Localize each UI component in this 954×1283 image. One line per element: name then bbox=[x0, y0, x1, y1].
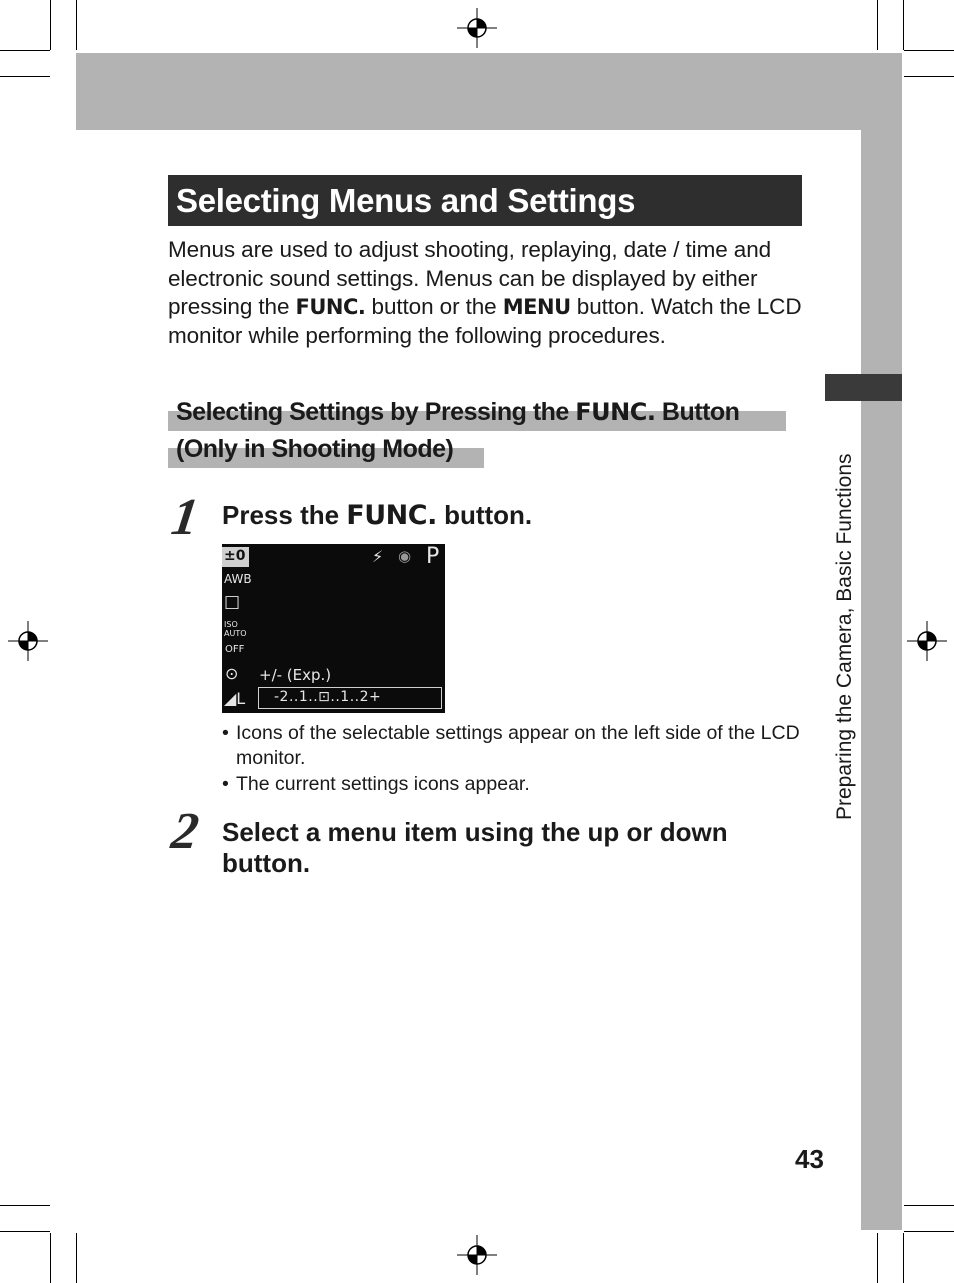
crop-mark bbox=[877, 0, 878, 50]
effect-icon: OFF bbox=[225, 644, 245, 655]
menu-key-label: MENU bbox=[502, 295, 571, 319]
iso-icon: ISO AUTO bbox=[224, 620, 247, 638]
crop-mark bbox=[0, 1205, 50, 1206]
crop-mark bbox=[76, 1233, 77, 1283]
crop-mark bbox=[904, 1205, 954, 1206]
crop-mark bbox=[76, 0, 77, 50]
crop-mark bbox=[903, 0, 904, 50]
registration-mark-icon bbox=[8, 621, 48, 661]
crop-mark bbox=[904, 76, 954, 77]
func-key-label: FUNC. bbox=[346, 500, 437, 531]
image-size-icon: ◢L bbox=[224, 689, 246, 708]
lcd-monitor-image bbox=[222, 544, 445, 713]
crop-mark bbox=[904, 1231, 954, 1232]
step-number: 2 bbox=[168, 803, 203, 860]
subheading-line-1: Selecting Settings by Pressing the FUNC. Button bbox=[176, 398, 740, 426]
step-instruction: Select a menu item using the up or down button. bbox=[222, 817, 728, 878]
lcd-setting-label: +/- (Exp.) bbox=[259, 666, 332, 684]
metering-icon: ⊙ bbox=[225, 664, 239, 683]
crop-mark bbox=[904, 50, 954, 51]
crop-mark bbox=[50, 1233, 51, 1283]
lcd-exposure-scale: -2..1..⊡..1..2+ bbox=[274, 689, 382, 705]
list-item: • The current settings icons appear. bbox=[222, 772, 802, 797]
subheading-line-2: (Only in Shooting Mode) bbox=[176, 435, 454, 463]
crop-mark bbox=[0, 50, 50, 51]
flash-icon: ⚡ bbox=[372, 547, 384, 566]
page-number: 43 bbox=[795, 1144, 824, 1174]
side-band bbox=[861, 130, 902, 1230]
registration-mark-icon bbox=[457, 1235, 497, 1275]
step-1-notes bbox=[222, 721, 802, 797]
drive-mode-icon: □ bbox=[224, 592, 241, 612]
crop-mark bbox=[877, 1233, 878, 1283]
step-number: 1 bbox=[168, 489, 203, 546]
list-item: • Icons of the selectable settings appear on the left side of the LCD monitor. bbox=[222, 721, 802, 771]
program-mode-icon: P bbox=[426, 544, 440, 569]
header-band bbox=[76, 53, 902, 130]
registration-mark-icon bbox=[457, 8, 497, 48]
func-key-label: FUNC. bbox=[575, 398, 656, 426]
white-balance-icon: AWB bbox=[224, 572, 252, 586]
registration-mark-icon bbox=[907, 621, 947, 661]
section-side-label: Preparing the Camera, Basic Functions bbox=[833, 453, 856, 820]
page-title: Selecting Menus and Settings bbox=[168, 175, 802, 226]
crop-mark bbox=[50, 0, 51, 50]
crop-mark bbox=[903, 1233, 904, 1283]
step-instruction: Press the FUNC. button. bbox=[222, 500, 533, 531]
crop-mark bbox=[0, 1231, 50, 1232]
red-eye-icon: ◉ bbox=[398, 547, 412, 565]
crop-mark bbox=[0, 76, 50, 77]
exposure-icon: ±0 bbox=[224, 548, 246, 564]
func-key-label: FUNC. bbox=[295, 295, 366, 319]
intro-paragraph: Menus are used to adjust shooting, replaying, date / time and electronic sound settings. Menus can be displayed by either pressing the FUNC. button or the MENU button. Watch the LCD monitor while performing the following procedures. bbox=[168, 237, 802, 348]
